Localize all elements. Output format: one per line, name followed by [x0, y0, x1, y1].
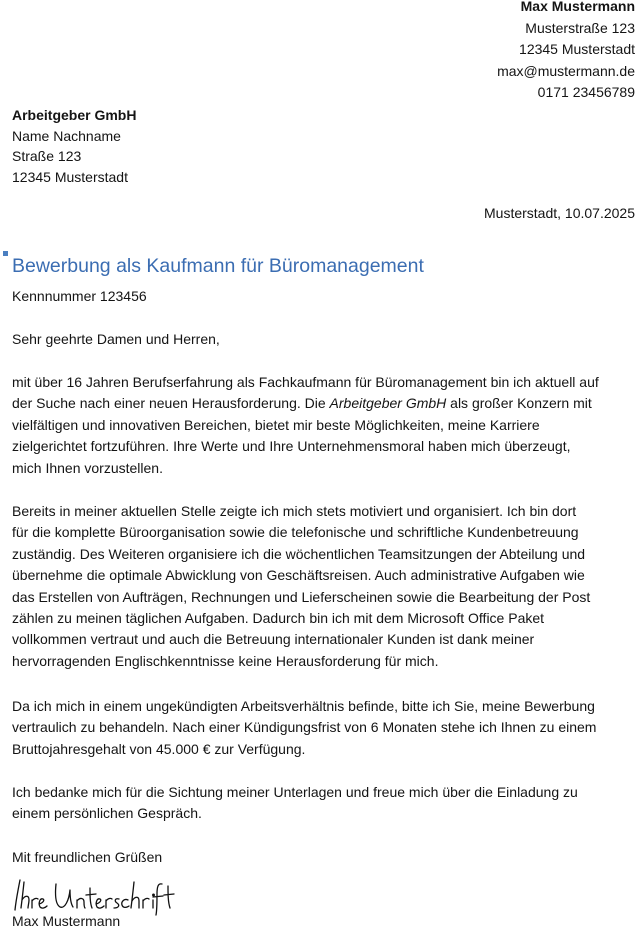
paragraph-line: Bruttojahresgehalt von 45.000 € zur Verfügung.: [12, 740, 306, 757]
paragraph-line: einem persönlichen Gespräch.: [12, 805, 202, 822]
paragraph-line: übernehme die optimale Abwicklung von Geschäftsreisen. Auch administrative Aufgaben wie: [12, 567, 585, 584]
paragraph-line: das Erstellen von Aufträgen, Rechnungen und Lieferscheinen sowie die Bearbeitung der Post: [12, 588, 591, 605]
paragraph-conditions: [12, 696, 634, 760]
subject-marker: [3, 251, 8, 256]
paragraph-line: Da ich mich in einem ungekündigten Arbeitsverhältnis befinde, bitte ich Sie, meine Bewerbung: [12, 698, 595, 714]
paragraph-line: mich Ihnen vorzustellen.: [12, 459, 163, 476]
letter-subject: Bewerbung als Kaufmann für Büromanagement: [12, 255, 424, 277]
paragraph-line: vollkommen vertraut und auch die Betreuung internationaler Kunden ist dank meiner: [12, 631, 535, 648]
sender-address: [497, 0, 635, 104]
sender-city: 12345 Musterstadt: [519, 41, 635, 58]
paragraph-intro: [12, 372, 634, 479]
company-name-italic: Arbeitgeber GmbH: [329, 395, 447, 412]
paragraph-line: vertraulich zu behandeln. Nach einer Kündigungsfrist von 6 Monaten stehe ich Ihnen zu einem: [12, 719, 597, 736]
paragraph-line: zählen zu meinen täglichen Aufgaben. Dadurch bin ich mit dem Microsoft Office Paket: [12, 610, 545, 627]
reference-number: Kennnummer 123456: [12, 288, 147, 304]
paragraph-line: [12, 393, 634, 414]
sender-phone: 0171 23456789: [537, 84, 635, 101]
paragraph-line: Ich bedanke mich für die Sichtung meiner Unterlagen und freue mich über die Einladung zu: [12, 784, 578, 800]
paragraph-line: mit über 16 Jahren Berufserfahrung als Fachkaufmann für Büromanagement bin ich aktuell auf: [12, 374, 599, 390]
text-fragment: als großer Konzern mit: [446, 395, 592, 412]
paragraph-line: hervorragenden Englischkenntnisse keine Herausforderung für mich.: [12, 652, 439, 669]
handwritten-signature: [10, 870, 175, 916]
sender-street: Musterstraße 123: [525, 19, 635, 36]
recipient-company: Arbeitgeber GmbH: [12, 107, 137, 123]
letter-date: Musterstadt, 10.07.2025: [484, 205, 635, 221]
paragraph-closing: [12, 782, 634, 825]
salutation: Sehr geehrte Damen und Herren,: [12, 331, 220, 347]
recipient-city: 12345 Musterstadt: [12, 168, 128, 185]
paragraph-line: zielgerichtet fortzuführen. Ihre Werte und Ihre Unternehmensmoral haben mich überzeugt,: [12, 438, 571, 455]
recipient-street: Straße 123: [12, 148, 82, 164]
paragraph-line: für die komplette Büroorganisation sowie die telefonische und schriftliche Kundenbetreuung: [12, 524, 579, 541]
recipient-address: [12, 105, 136, 187]
sender-email: max@mustermann.de: [497, 62, 635, 79]
sender-name: Max Mustermann: [520, 0, 635, 14]
paragraph-line: zuständig. Des Weiteren organisiere ich die wöchentlichen Teamsitzungen der Abteilung und: [12, 545, 586, 562]
signer-name: Max Mustermann: [12, 913, 121, 929]
paragraph-experience: [12, 501, 634, 672]
text-fragment: der Suche nach einer neuen Herausforderung. Die: [12, 395, 330, 412]
paragraph-line: vielfältigen und innovativen Bereichen, bietet mir beste Möglichkeiten, meine Karriere: [12, 416, 540, 433]
paragraph-line: Bereits in meiner aktuellen Stelle zeigte ich mich stets motiviert und organisiert. Ich bin dort: [12, 503, 577, 519]
closing-greeting: Mit freundlichen Grüßen: [12, 849, 163, 865]
recipient-contact: Name Nachname: [12, 127, 121, 144]
